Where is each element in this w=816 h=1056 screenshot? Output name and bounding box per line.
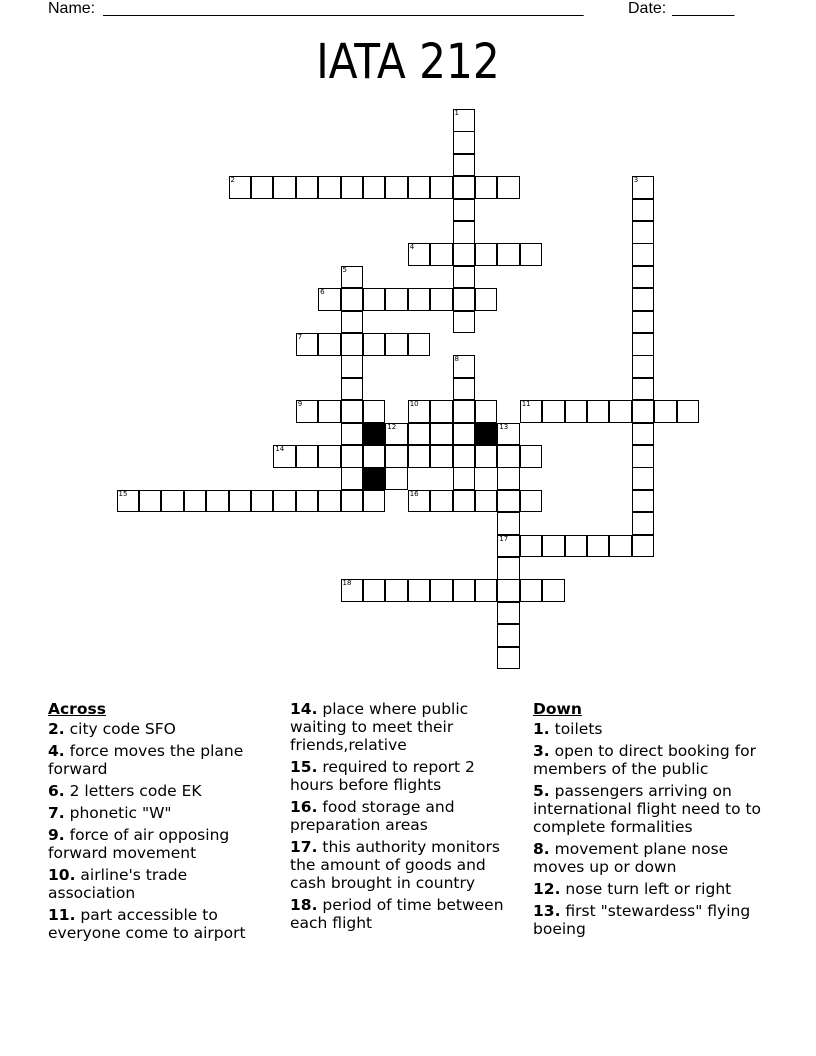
grid-cell[interactable] (251, 176, 274, 199)
grid-cell[interactable] (296, 176, 319, 199)
grid-cell[interactable] (497, 557, 520, 580)
grid-cell[interactable] (475, 288, 498, 311)
clue-item (290, 798, 520, 834)
grid-cell[interactable] (408, 579, 431, 602)
clue-item (290, 838, 520, 892)
clue-item (48, 742, 278, 778)
grid-cell[interactable] (453, 400, 476, 423)
grid-cell[interactable] (296, 445, 319, 468)
grid-cell[interactable] (341, 311, 364, 334)
grid-cell[interactable] (497, 467, 520, 490)
clue-number: 14 (275, 445, 285, 453)
clue-number-label: 11. (48, 906, 76, 924)
clue-number: 1 (454, 109, 459, 117)
grid-cell[interactable] (497, 602, 520, 625)
grid-cell[interactable] (341, 445, 364, 468)
clue-item (533, 782, 763, 836)
grid-cell[interactable] (341, 355, 364, 378)
grid-cell[interactable] (408, 445, 431, 468)
clue-number: 7 (297, 333, 303, 341)
grid-cell[interactable] (453, 221, 476, 244)
clue-number-label: 10. (48, 866, 76, 884)
grid-cell[interactable] (341, 288, 364, 311)
clue-item (533, 902, 763, 938)
grid-cell[interactable] (632, 445, 655, 468)
grid-cell[interactable] (453, 579, 476, 602)
clue-number: 3 (633, 176, 639, 185)
grid-cell[interactable] (632, 311, 655, 334)
grid-cell[interactable] (385, 445, 408, 468)
grid-cell[interactable] (632, 423, 655, 446)
clue-text: force moves the plane forward (48, 742, 244, 778)
grid-cell[interactable] (520, 579, 543, 602)
clue-number: 9 (297, 400, 303, 409)
clue-number: 10 (409, 400, 419, 409)
grid-cell[interactable] (453, 378, 476, 401)
clue-text: period of time between each flight (290, 896, 504, 932)
grid-cell[interactable] (408, 243, 431, 266)
grid-cell[interactable] (497, 579, 520, 602)
grid-cell[interactable] (385, 467, 408, 490)
grid-cell[interactable] (520, 535, 543, 558)
grid-cell[interactable] (385, 579, 408, 602)
grid-cell[interactable] (497, 445, 520, 468)
clue-number-label: 12. (533, 880, 561, 898)
grid-cell[interactable] (430, 490, 453, 513)
clue-text: required to report 2 hours before flights (290, 758, 475, 794)
grid-cell[interactable] (341, 176, 364, 199)
grid-cell[interactable] (497, 624, 520, 647)
clue-number: 18 (342, 579, 352, 588)
grid-cell[interactable] (453, 311, 476, 334)
grid-cell[interactable] (385, 176, 408, 199)
clue-number: 6 (320, 288, 325, 297)
grid-cell[interactable] (296, 400, 319, 423)
grid-cell[interactable] (296, 490, 319, 513)
clue-text: this authority monitors the amount of goods and cash brought in country (290, 838, 500, 892)
grid-cell[interactable] (341, 467, 364, 490)
clue-text: 2 letters code EK (64, 782, 202, 800)
grid-cell[interactable] (341, 400, 364, 423)
grid-cell[interactable] (542, 579, 565, 602)
grid-cell[interactable] (318, 176, 341, 199)
grid-cell[interactable] (453, 288, 476, 311)
grid-cell[interactable] (385, 288, 408, 311)
grid-cell[interactable] (609, 400, 632, 423)
clue-text: movement plane nose moves up or down (533, 840, 729, 876)
down-heading: Down (533, 700, 582, 718)
grid-cell[interactable] (273, 176, 296, 199)
clue-item (533, 840, 763, 876)
grid-cell[interactable] (453, 109, 476, 132)
grid-cell[interactable] (229, 490, 252, 513)
grid-cell[interactable] (475, 445, 498, 468)
grid-cell[interactable] (430, 288, 453, 311)
clue-number-label: 14. (290, 700, 318, 718)
clue-item (48, 720, 278, 738)
grid-cell[interactable] (497, 243, 520, 266)
clue-text: food storage and preparation areas (290, 798, 455, 834)
grid-cell[interactable] (565, 535, 588, 558)
black-cell (475, 423, 498, 446)
grid-cell[interactable] (632, 333, 655, 356)
clue-item (48, 866, 278, 902)
clue-text: phonetic "W" (64, 804, 172, 822)
grid-cell[interactable] (475, 490, 498, 513)
grid-cell[interactable] (587, 400, 610, 423)
grid-cell[interactable] (341, 266, 364, 289)
grid-cell[interactable] (453, 131, 476, 154)
clue-number-label: 15. (290, 758, 318, 776)
clue-number-label: 4. (48, 742, 65, 760)
grid-cell[interactable] (430, 445, 453, 468)
grid-cell[interactable] (587, 535, 610, 558)
clue-text: toilets (549, 720, 603, 738)
grid-cell[interactable] (497, 176, 520, 199)
black-cell (363, 467, 386, 490)
grid-cell[interactable] (453, 154, 476, 177)
grid-cell[interactable] (363, 490, 386, 513)
grid-cell[interactable] (318, 490, 341, 513)
grid-cell[interactable] (408, 176, 431, 199)
grid-cell[interactable] (632, 400, 655, 423)
grid-cell[interactable] (497, 490, 520, 513)
grid-cell[interactable] (475, 243, 498, 266)
clue-number-label: 16. (290, 798, 318, 816)
grid-cell[interactable] (520, 243, 543, 266)
grid-cell[interactable] (206, 490, 229, 513)
grid-cell[interactable] (453, 355, 476, 378)
grid-cell[interactable] (318, 333, 341, 356)
clue-number-label: 18. (290, 896, 318, 914)
grid-cell[interactable] (139, 490, 162, 513)
clue-text: airline's trade association (48, 866, 188, 902)
grid-cell[interactable] (632, 243, 655, 266)
grid-cell[interactable] (542, 535, 565, 558)
clue-number-label: 8. (533, 840, 550, 858)
grid-cell[interactable] (385, 423, 408, 446)
grid-cell[interactable] (363, 333, 386, 356)
clue-text: first "stewardess" flying boeing (533, 902, 751, 938)
grid-cell[interactable] (453, 445, 476, 468)
clue-number-label: 5. (533, 782, 550, 800)
grid-cell[interactable] (341, 333, 364, 356)
grid-cell[interactable] (565, 400, 588, 423)
grid-cell[interactable] (408, 423, 431, 446)
grid-cell[interactable] (520, 445, 543, 468)
grid-cell[interactable] (117, 490, 140, 513)
clue-text: open to direct booking for members of the public (533, 742, 756, 778)
grid-cell[interactable] (453, 199, 476, 222)
down-clues (533, 700, 763, 942)
grid-cell[interactable] (430, 243, 453, 266)
grid-cell[interactable] (632, 288, 655, 311)
clue-item (290, 758, 520, 794)
grid-cell[interactable] (475, 176, 498, 199)
grid-cell[interactable] (363, 176, 386, 199)
black-cell (363, 423, 386, 446)
clue-item (48, 906, 278, 942)
grid-cell[interactable] (363, 445, 386, 468)
clue-number: 5 (342, 265, 347, 274)
clue-text: part accessible to everyone come to airport (48, 906, 246, 942)
grid-cell[interactable] (341, 579, 364, 602)
grid-cell[interactable] (453, 423, 476, 446)
grid-cell[interactable] (453, 490, 476, 513)
grid-cell[interactable] (318, 288, 341, 311)
grid-cell[interactable] (385, 333, 408, 356)
clue-text: place where public waiting to meet their friends,relative (290, 700, 469, 754)
grid-cell[interactable] (318, 445, 341, 468)
clue-text: force of air opposing forward movement (48, 826, 230, 862)
grid-cell[interactable] (632, 378, 655, 401)
grid-cell[interactable] (363, 288, 386, 311)
clue-number: 16 (409, 489, 419, 498)
across-clues-continued (290, 700, 520, 936)
clue-item (533, 880, 763, 898)
grid-cell[interactable] (475, 579, 498, 602)
clue-number: 15 (118, 489, 128, 498)
grid-cell[interactable] (632, 266, 655, 289)
clue-item (48, 782, 278, 800)
name-label: Name: (48, 0, 96, 17)
clue-item (48, 826, 278, 862)
grid-cell[interactable] (632, 535, 655, 558)
grid-cell[interactable] (430, 423, 453, 446)
clue-number: 13 (499, 422, 509, 431)
clue-number: 2 (230, 176, 235, 185)
clue-number-label: 6. (48, 782, 65, 800)
clue-text: nose turn left or right (560, 880, 732, 898)
grid-cell[interactable] (453, 243, 476, 266)
date-field[interactable]: _______ (672, 0, 735, 17)
clue-number: 11 (521, 400, 531, 409)
grid-cell[interactable] (184, 490, 207, 513)
grid-cell[interactable] (273, 445, 296, 468)
across-heading: Across (48, 700, 106, 718)
clue-item (48, 804, 278, 822)
grid-cell[interactable] (363, 579, 386, 602)
grid-cell[interactable] (632, 467, 655, 490)
grid-cell[interactable] (296, 333, 319, 356)
grid-cell[interactable] (453, 266, 476, 289)
clue-number-label: 2. (48, 720, 65, 738)
grid-cell[interactable] (609, 535, 632, 558)
clue-text: city code SFO (64, 720, 176, 738)
grid-cell[interactable] (408, 490, 431, 513)
clue-number-label: 9. (48, 826, 65, 844)
grid-cell[interactable] (273, 490, 296, 513)
clue-item (533, 720, 763, 738)
date-label: Date: (628, 0, 667, 17)
page-title: IATA 212 (316, 34, 500, 90)
grid-cell[interactable] (632, 199, 655, 222)
grid-cell[interactable] (229, 176, 252, 199)
grid-cell[interactable] (251, 490, 274, 513)
grid-cell[interactable] (632, 221, 655, 244)
grid-cell[interactable] (654, 400, 677, 423)
grid-cell[interactable] (677, 400, 700, 423)
grid-cell[interactable] (632, 355, 655, 378)
grid-cell[interactable] (497, 423, 520, 446)
grid-cell[interactable] (520, 400, 543, 423)
grid-cell[interactable] (341, 490, 364, 513)
across-clues (48, 700, 278, 946)
grid-cell[interactable] (632, 490, 655, 513)
clue-number-label: 7. (48, 804, 65, 822)
grid-cell[interactable] (341, 378, 364, 401)
grid-cell[interactable] (341, 423, 364, 446)
clue-text: passengers arriving on international flight need to to complete formalities (533, 782, 762, 836)
clue-number: 17 (499, 534, 509, 543)
name-field[interactable]: ______________________________________________________ (103, 0, 584, 17)
grid-cell[interactable] (520, 490, 543, 513)
grid-cell[interactable] (475, 400, 498, 423)
grid-cell[interactable] (363, 400, 386, 423)
clue-number-label: 17. (290, 838, 318, 856)
grid-cell[interactable] (497, 647, 520, 670)
clue-number-label: 1. (533, 720, 550, 738)
clue-item (533, 742, 763, 778)
grid-cell[interactable] (542, 400, 565, 423)
grid-cell[interactable] (453, 467, 476, 490)
grid-cell[interactable] (430, 176, 453, 199)
grid-cell[interactable] (408, 288, 431, 311)
grid-cell[interactable] (497, 535, 520, 558)
clue-number-label: 3. (533, 742, 550, 760)
grid-cell[interactable] (318, 400, 341, 423)
clue-number-label: 13. (533, 902, 561, 920)
grid-cell[interactable] (161, 490, 184, 513)
grid-cell[interactable] (430, 579, 453, 602)
clue-number: 12 (387, 422, 397, 431)
grid-cell[interactable] (453, 176, 476, 199)
grid-cell[interactable] (408, 333, 431, 356)
grid-cell[interactable] (430, 400, 453, 423)
clue-item (290, 896, 520, 932)
grid-cell[interactable] (632, 176, 655, 199)
clue-number: 8 (454, 355, 459, 364)
clue-number: 4 (409, 243, 415, 252)
grid-cell[interactable] (408, 400, 431, 423)
clue-item (290, 700, 520, 754)
grid-cell[interactable] (497, 512, 520, 535)
grid-cell[interactable] (632, 512, 655, 535)
